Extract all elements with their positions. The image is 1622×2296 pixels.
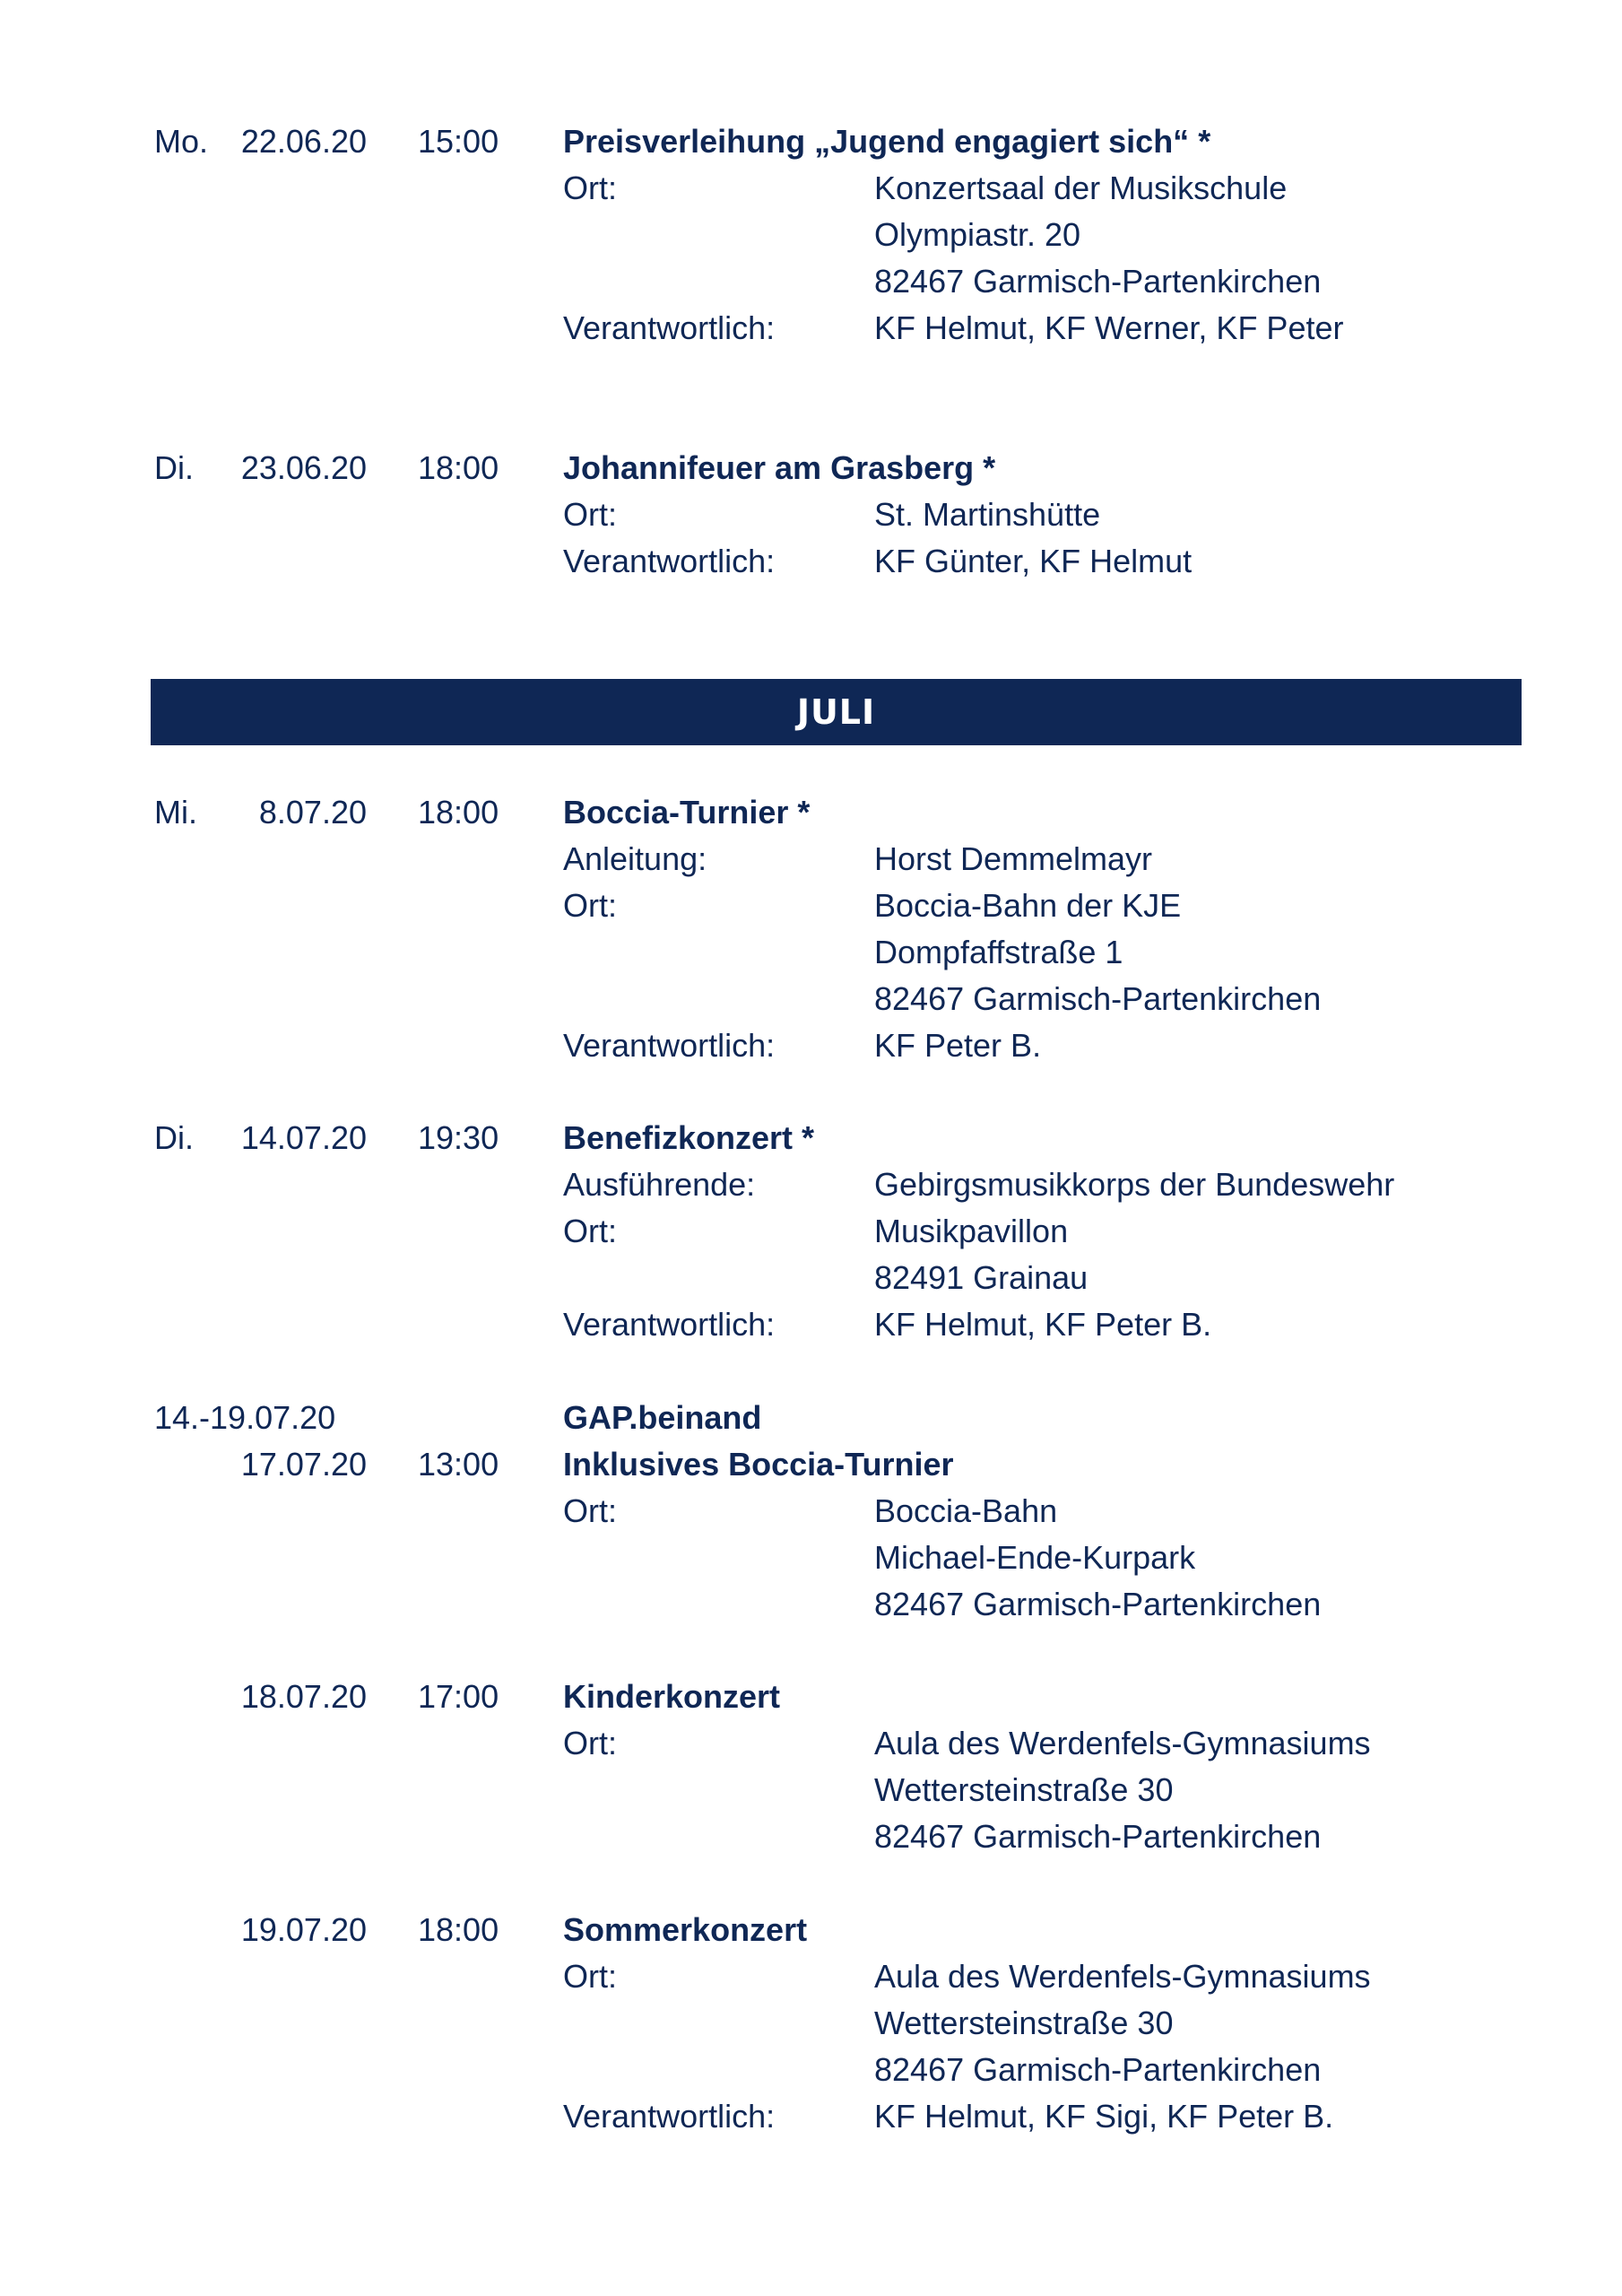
detail-label: Verantwortlich: (563, 543, 776, 579)
event-time: 17:00 (418, 1678, 499, 1715)
event-title: Preisverleihung „Jugend engagiert sich“ * (563, 123, 1211, 160)
event-date: 19.07.20 (240, 1911, 367, 1948)
event-detail-row (0, 1301, 1622, 1348)
series-header-row (0, 1395, 1622, 1441)
detail-value: Wettersteinstraße 30 (874, 1771, 1174, 1808)
event-detail-row (0, 1767, 1622, 1813)
event-title: Inklusives Boccia-Turnier (563, 1446, 954, 1483)
event-detail-row (0, 976, 1622, 1022)
event-detail-row (0, 1581, 1622, 1628)
event-detail-row (0, 1208, 1622, 1255)
detail-value: 82491 Grainau (874, 1259, 1089, 1296)
detail-label: Ort: (563, 1492, 617, 1529)
event-date: 17.07.20 (240, 1446, 367, 1483)
detail-value: KF Helmut, KF Peter B. (874, 1306, 1212, 1343)
sub-event-header-row (0, 1907, 1622, 1953)
event-time: 18:00 (418, 1911, 499, 1948)
series-date-range: 14.-19.07.20 (154, 1399, 336, 1436)
detail-label: Verantwortlich: (563, 1027, 776, 1064)
event-time: 13:00 (418, 1446, 499, 1483)
event-title: Benefizkonzert * (563, 1119, 815, 1156)
event-detail-row (0, 2093, 1622, 2140)
detail-value: 82467 Garmisch-Partenkirchen (874, 980, 1322, 1017)
detail-label: Anleitung: (563, 840, 707, 877)
event-time: 18:00 (418, 794, 499, 831)
event-detail-row (0, 491, 1622, 538)
detail-label: Ort: (563, 170, 617, 206)
detail-value: Olympiastr. 20 (874, 216, 1081, 253)
event-detail-row (0, 1488, 1622, 1535)
detail-value: Wettersteinstraße 30 (874, 2005, 1174, 2041)
event-detail-row (0, 1813, 1622, 1860)
event-detail-row (0, 305, 1622, 352)
event-header-row (0, 1115, 1622, 1161)
detail-value: KF Peter B. (874, 1027, 1042, 1064)
sub-event-header-row (0, 1441, 1622, 1488)
event-time: 19:30 (418, 1119, 499, 1156)
detail-label: Ort: (563, 887, 617, 924)
detail-value: Aula des Werdenfels-Gymnasiums (874, 1958, 1371, 1995)
detail-label: Ausführende: (563, 1166, 756, 1203)
detail-value: Dompfaffstraße 1 (874, 934, 1123, 970)
detail-value: Aula des Werdenfels-Gymnasiums (874, 1725, 1371, 1761)
event-detail-row (0, 212, 1622, 258)
detail-value: Boccia-Bahn (874, 1492, 1058, 1529)
detail-value: 82467 Garmisch-Partenkirchen (874, 1818, 1322, 1855)
detail-label: Ort: (563, 496, 617, 533)
detail-value: 82467 Garmisch-Partenkirchen (874, 263, 1322, 300)
event-title: Johannifeuer am Grasberg * (563, 449, 996, 486)
detail-value: 82467 Garmisch-Partenkirchen (874, 1586, 1322, 1622)
detail-value: Gebirgsmusikkorps der Bundeswehr (874, 1166, 1395, 1203)
event-date: 23.06.20 (240, 449, 367, 486)
event-header-row (0, 118, 1622, 165)
event-detail-row (0, 836, 1622, 883)
event-detail-row (0, 1953, 1622, 2000)
event-weekday: Di. (154, 449, 194, 486)
event-detail-row (0, 2000, 1622, 2047)
series-title: GAP.beinand (563, 1399, 762, 1436)
detail-label: Ort: (563, 1958, 617, 1995)
detail-value: Musikpavillon (874, 1213, 1069, 1249)
detail-value: Horst Demmelmayr (874, 840, 1153, 877)
event-detail-row (0, 883, 1622, 929)
event-detail-row (0, 929, 1622, 976)
sub-event-header-row (0, 1674, 1622, 1720)
event-date: 8.07.20 (258, 794, 367, 831)
event-date: 14.07.20 (240, 1119, 367, 1156)
detail-label: Verantwortlich: (563, 2098, 776, 2135)
detail-value: Boccia-Bahn der KJE (874, 887, 1182, 924)
event-title: Kinderkonzert (563, 1678, 781, 1715)
event-weekday: Mi. (154, 794, 197, 831)
detail-value: Konzertsaal der Musikschule (874, 170, 1288, 206)
event-detail-row (0, 1022, 1622, 1069)
event-title: Sommerkonzert (563, 1911, 808, 1948)
event-date: 22.06.20 (240, 123, 367, 160)
event-detail-row (0, 165, 1622, 212)
event-date: 18.07.20 (240, 1678, 367, 1715)
event-detail-row (0, 538, 1622, 585)
event-detail-row (0, 1535, 1622, 1581)
detail-value: 82467 Garmisch-Partenkirchen (874, 2051, 1322, 2088)
detail-label: Verantwortlich: (563, 1306, 776, 1343)
event-title: Boccia-Turnier * (563, 794, 811, 831)
detail-value: KF Günter, KF Helmut (874, 543, 1193, 579)
detail-label: Ort: (563, 1213, 617, 1249)
event-time: 15:00 (418, 123, 499, 160)
detail-value: KF Helmut, KF Werner, KF Peter (874, 309, 1344, 346)
event-detail-row (0, 2047, 1622, 2093)
event-detail-row (0, 258, 1622, 305)
detail-label: Ort: (563, 1725, 617, 1761)
detail-value: KF Helmut, KF Sigi, KF Peter B. (874, 2098, 1334, 2135)
detail-value: St. Martinshütte (874, 496, 1101, 533)
event-weekday: Mo. (154, 123, 209, 160)
detail-label: Verantwortlich: (563, 309, 776, 346)
event-detail-row (0, 1255, 1622, 1301)
month-header-juli: JULI (151, 679, 1522, 745)
event-header-row (0, 445, 1622, 491)
event-detail-row (0, 1161, 1622, 1208)
event-time: 18:00 (418, 449, 499, 486)
event-header-row (0, 789, 1622, 836)
detail-value: Michael-Ende-Kurpark (874, 1539, 1196, 1576)
event-detail-row (0, 1720, 1622, 1767)
event-weekday: Di. (154, 1119, 194, 1156)
